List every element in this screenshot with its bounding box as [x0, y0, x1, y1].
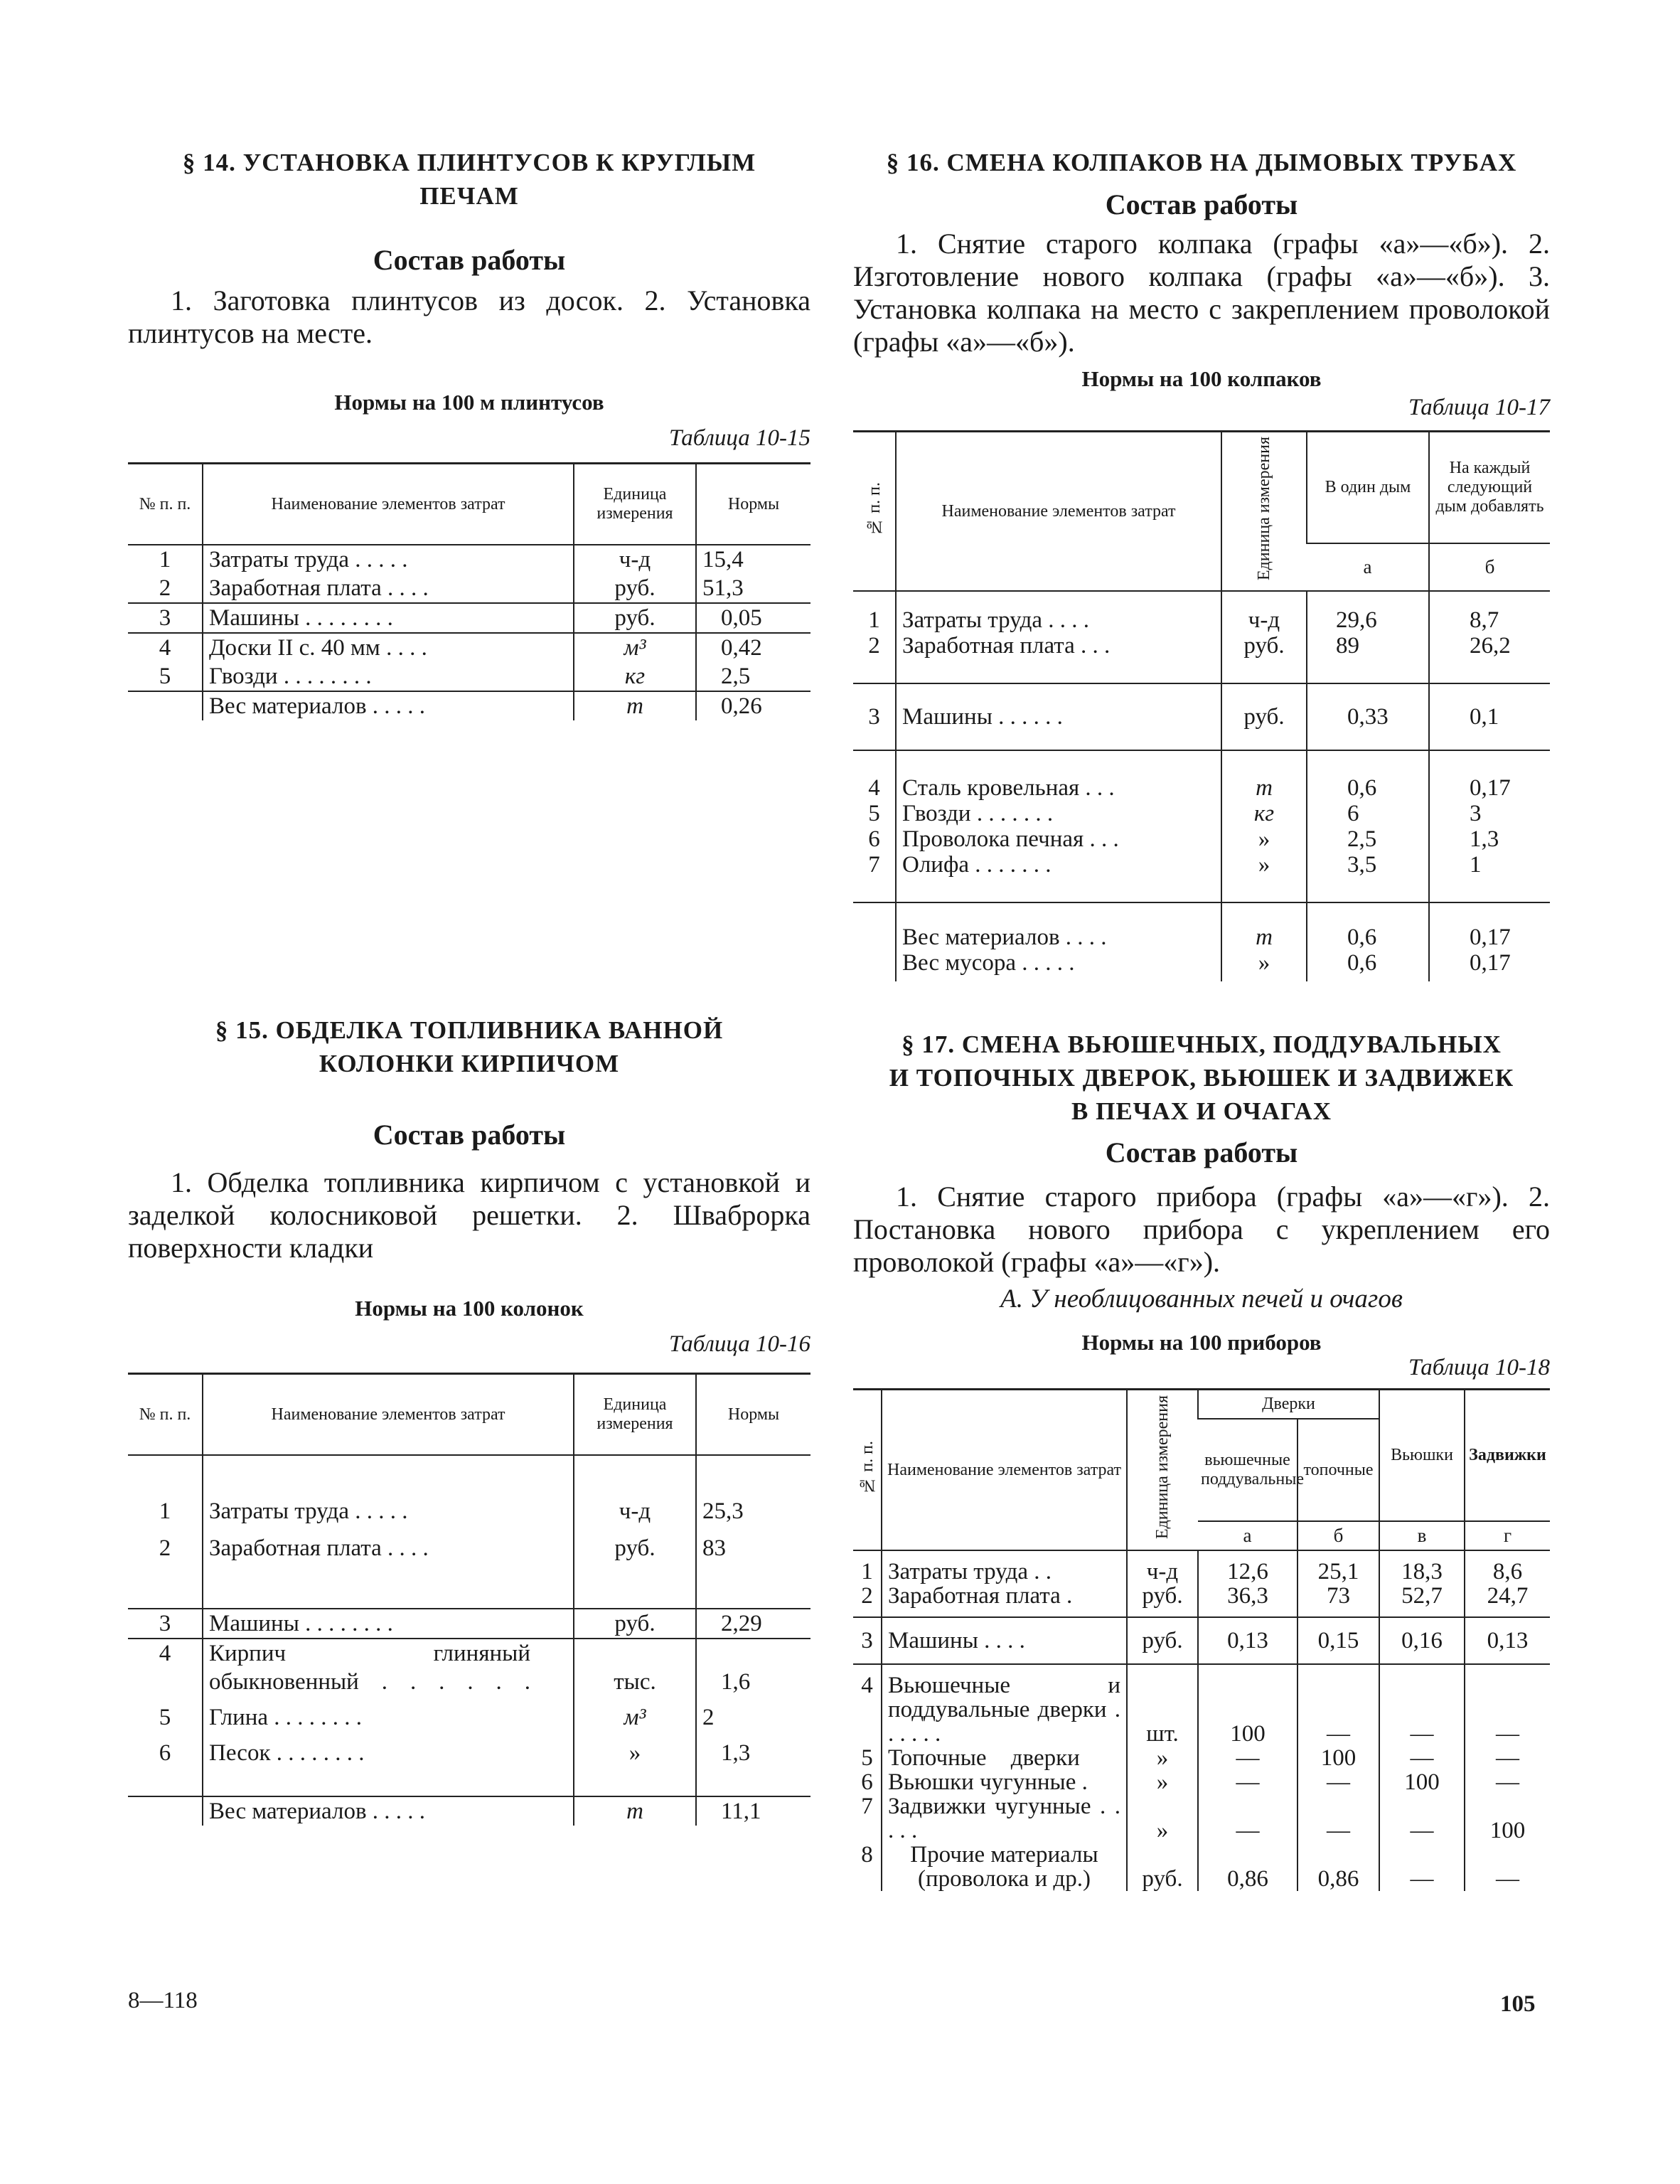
row-name: Вьюшечные и поддувальные дверки . . . . . . — [882, 1664, 1127, 1746]
table-10-15 — [128, 462, 810, 720]
row-num: 6 — [128, 1732, 203, 1796]
row-num: 4 — [868, 775, 880, 801]
table-row — [853, 1584, 1550, 1617]
row-b: 25,1 — [1298, 1550, 1379, 1584]
row-a: 6 — [1307, 801, 1429, 826]
row-a: 0,86 — [1198, 1843, 1298, 1891]
table-row — [128, 545, 810, 574]
table-10-18 — [853, 1388, 1550, 1891]
row-a: 36,3 — [1198, 1584, 1298, 1617]
row-unit: руб. — [574, 1609, 696, 1639]
table-row — [853, 633, 1550, 683]
row-unit: руб. — [574, 603, 696, 633]
row-unit: руб. — [574, 1525, 696, 1609]
row-a: 3,5 — [1307, 852, 1429, 902]
table-10-17-label: Таблица 10-17 — [1408, 395, 1550, 420]
row-v: — — [1379, 1794, 1465, 1843]
header-name: Наименование элементов затрат — [882, 1390, 1127, 1551]
row-num: 2 — [853, 633, 896, 683]
row-a: — — [1198, 1770, 1298, 1794]
header-norms: Нормы — [696, 464, 810, 545]
table-row — [128, 1525, 810, 1609]
row-unit: т — [574, 1796, 696, 1826]
row-b: 0,17 — [1429, 902, 1550, 950]
table-10-15-label: Таблица 10-15 — [669, 425, 810, 451]
header-unit: Единица измерения — [574, 464, 696, 545]
row-v: — — [1379, 1843, 1465, 1891]
header-num: № п. п. — [128, 1374, 203, 1456]
row-b: 73 — [1298, 1584, 1379, 1617]
table-row — [128, 633, 810, 662]
section-15-title-line1: § 15. ОБДЕЛКА ТОПЛИВНИКА ВАННОЙ — [215, 1016, 724, 1044]
row-num: 1 — [861, 1559, 873, 1584]
row-num: 6 — [861, 1769, 873, 1795]
row-name: Заработная плата . . . . — [203, 574, 574, 603]
row-name: Гвозди . . . . . . . . — [203, 662, 574, 691]
row-name: Заработная плата . . . — [896, 633, 1221, 683]
header-num: № п. п. — [853, 1390, 882, 1551]
header-unit: Единица измерения — [1127, 1390, 1198, 1551]
row-name: Сталь кровельная . . . — [896, 750, 1221, 801]
section-15-sostav: Состав работы — [373, 1119, 566, 1151]
row-a: 2,5 — [1307, 826, 1429, 852]
row-b: 1 — [1429, 852, 1550, 902]
section-16-body: 1. Снятие старого колпака (графы «а»—«б»). 2. Изготовление нового колпака (графы «а»—«б»). 3. Установка колпака на место с закреплением проволокой (графы «а»—«б»). — [853, 228, 1550, 358]
section-14-sostav: Состав работы — [373, 244, 566, 276]
table-row — [853, 1770, 1550, 1794]
table-row — [128, 1455, 810, 1525]
row-unit: руб. — [1127, 1584, 1198, 1617]
section-17-title-line2: И ТОПОЧНЫХ ДВЕРОК, ВЬЮШЕК И ЗАДВИЖЕК — [889, 1064, 1514, 1092]
row-g: 100 — [1465, 1794, 1550, 1843]
header-num: № п. п. — [853, 432, 896, 592]
table-row — [853, 683, 1550, 750]
row-b: 26,2 — [1429, 633, 1550, 683]
row-name: Прочие материалы (проволока и др.) — [882, 1843, 1127, 1891]
table-10-16 — [128, 1373, 810, 1826]
row-num — [128, 691, 203, 720]
row-b: 3 — [1429, 801, 1550, 826]
row-num: 1 — [868, 607, 880, 633]
row-g: — — [1465, 1843, 1550, 1891]
row-name: Затраты труда . . . . — [896, 591, 1221, 633]
table-10-17 — [853, 430, 1550, 981]
row-unit: » — [1221, 950, 1307, 981]
table-row — [853, 950, 1550, 981]
header-g: Задвижки — [1465, 1390, 1550, 1522]
row-unit: м³ — [574, 1696, 696, 1732]
row-name: Задвижки чугунные . . . . . — [882, 1794, 1127, 1843]
table-row — [128, 1732, 810, 1796]
row-a: 0,13 — [1198, 1617, 1298, 1664]
row-value: 1,3 — [696, 1732, 810, 1796]
row-b: 100 — [1298, 1746, 1379, 1770]
header-col-a: а — [1307, 543, 1429, 591]
row-unit: м³ — [574, 633, 696, 662]
row-name: Вес материалов . . . . . — [203, 691, 574, 720]
row-num: 7 — [853, 852, 896, 902]
table-row — [853, 1843, 1550, 1891]
row-name: Олифа . . . . . . . — [896, 852, 1221, 902]
row-name: Вьюшки чугунные . — [882, 1770, 1127, 1794]
row-name: Проволока печная . . . — [896, 826, 1221, 852]
row-unit: ч-д — [1127, 1550, 1198, 1584]
row-num: 5 — [128, 662, 203, 691]
row-name: Гвозди . . . . . . . — [896, 801, 1221, 826]
table-row — [128, 662, 810, 691]
row-v: 52,7 — [1379, 1584, 1465, 1617]
row-unit: кг — [574, 662, 696, 691]
row-v: — — [1379, 1746, 1465, 1770]
table-row — [853, 826, 1550, 852]
header-b: На каждый следующий дым добавлять — [1429, 432, 1550, 543]
row-unit: » — [1221, 852, 1307, 902]
section-15-body: 1. Обделка топливника кирпичом с установкой и заделкой колосниковой решетки. 2. Шваброрка поверхности кладки — [128, 1166, 810, 1264]
row-value: 2 — [696, 1696, 810, 1732]
row-num: 3 — [853, 683, 896, 750]
header-col-a: а — [1198, 1521, 1298, 1550]
row-g: 0,13 — [1465, 1617, 1550, 1664]
row-value: 2,5 — [696, 662, 810, 691]
row-value: 25,3 — [696, 1455, 810, 1525]
row-value: 0,26 — [696, 691, 810, 720]
table-row — [128, 1639, 810, 1696]
table-row — [853, 852, 1550, 902]
row-b: 1,3 — [1429, 826, 1550, 852]
row-unit: руб. — [1221, 683, 1307, 750]
table-row — [853, 591, 1550, 633]
row-v: 18,3 — [1379, 1550, 1465, 1584]
row-unit: » — [1221, 826, 1307, 852]
row-a: 0,6 — [1307, 750, 1429, 801]
row-name: Затраты труда . . . . . — [203, 545, 574, 574]
section-14-title-line1: § 14. УСТАНОВКА ПЛИНТУСОВ К КРУГЛЫМ — [182, 149, 756, 176]
row-b: — — [1298, 1794, 1379, 1843]
row-unit: руб. — [1127, 1617, 1198, 1664]
section-15-norms: Нормы на 100 колонок — [355, 1296, 584, 1321]
row-num — [128, 1796, 203, 1826]
row-unit: тыс. — [574, 1639, 696, 1696]
table-10-16-label: Таблица 10-16 — [669, 1331, 810, 1357]
row-num: 4 — [159, 635, 171, 661]
row-b: — — [1298, 1664, 1379, 1746]
header-col-b: б — [1298, 1521, 1379, 1550]
row-a: — — [1198, 1794, 1298, 1843]
header-b: топочные — [1298, 1419, 1379, 1521]
row-num: 2 — [853, 1584, 882, 1617]
row-name: Топочные дверки — [882, 1746, 1127, 1770]
row-name: Глина . . . . . . . . — [203, 1696, 574, 1732]
row-unit: руб. — [1221, 633, 1307, 683]
row-name: Заработная плата . . . . — [203, 1525, 574, 1609]
row-num: 7 — [861, 1794, 873, 1819]
row-num — [853, 950, 896, 981]
table-10-18-label: Таблица 10-18 — [1408, 1355, 1550, 1380]
section-17-norms: Нормы на 100 приборов — [1081, 1330, 1322, 1355]
section-17-title-line1: § 17. СМЕНА ВЬЮШЕЧНЫХ, ПОДДУВАЛЬНЫХ — [901, 1030, 1502, 1058]
row-name: Доски II с. 40 мм . . . . — [203, 633, 574, 662]
header-a: вьюшечные поддувальные — [1198, 1419, 1298, 1521]
row-value: 51,3 — [696, 574, 810, 603]
row-num: 6 — [868, 826, 880, 852]
row-num: 4 — [861, 1673, 873, 1698]
row-num: 3 — [128, 603, 203, 633]
header-v: Вьюшки — [1379, 1390, 1465, 1522]
table-row — [853, 1746, 1550, 1770]
table-row — [853, 801, 1550, 826]
row-unit: руб. — [574, 574, 696, 603]
row-b: 0,1 — [1429, 683, 1550, 750]
section-14-title-line2: ПЕЧАМ — [419, 182, 519, 210]
row-g: 8,6 — [1465, 1550, 1550, 1584]
row-b: 0,15 — [1298, 1617, 1379, 1664]
header-name: Наименование элементов затрат — [203, 1374, 574, 1456]
row-name: Машины . . . . . . — [896, 683, 1221, 750]
row-a: 12,6 — [1198, 1550, 1298, 1584]
row-num: 3 — [128, 1609, 203, 1639]
row-name: Затраты труда . . . . . — [203, 1455, 574, 1525]
row-g: — — [1465, 1664, 1550, 1746]
row-name: Затраты труда . . — [882, 1550, 1127, 1584]
header-col-b: б — [1429, 543, 1550, 591]
row-name: Машины . . . . . . . . — [203, 1609, 574, 1639]
row-num: 2 — [128, 1525, 203, 1609]
row-name: Машины . . . . — [882, 1617, 1127, 1664]
section-17-body: 1. Снятие старого прибора (графы «а»—«г»). 2. Постановка нового прибора с укреплением его проволокой (графы «а»—«г»). — [853, 1181, 1550, 1278]
row-a: — — [1198, 1746, 1298, 1770]
header-num: № п. п. — [128, 464, 203, 545]
section-15 — [128, 1013, 810, 1080]
row-unit: т — [1221, 902, 1307, 950]
row-num: 5 — [159, 1705, 171, 1730]
row-a: 29,6 — [1307, 591, 1429, 633]
row-g: 24,7 — [1465, 1584, 1550, 1617]
row-unit: ч-д — [1221, 591, 1307, 633]
row-g: — — [1465, 1746, 1550, 1770]
row-unit: ч-д — [574, 545, 696, 574]
section-15-title-line2: КОЛОНКИ КИРПИЧОМ — [319, 1050, 620, 1077]
header-unit: Единица измерения — [574, 1374, 696, 1456]
header-unit: Единица измерения — [1221, 432, 1307, 592]
row-b: 0,17 — [1429, 950, 1550, 981]
row-value: 1,6 — [696, 1639, 810, 1696]
row-value: 11,1 — [696, 1796, 810, 1826]
header-norms: Нормы — [696, 1374, 810, 1456]
table-row — [853, 1794, 1550, 1843]
row-v: — — [1379, 1664, 1465, 1746]
section-17-title-line3: В ПЕЧАХ И ОЧАГАХ — [1071, 1097, 1332, 1125]
row-num: 2 — [128, 574, 203, 603]
row-num: 3 — [853, 1617, 882, 1664]
row-name: Машины . . . . . . . . — [203, 603, 574, 633]
row-num: 1 — [159, 1498, 171, 1524]
row-value: 83 — [696, 1525, 810, 1609]
footer-signature-mark: 8—118 — [128, 1988, 198, 2013]
row-g: — — [1465, 1770, 1550, 1794]
row-unit: т — [574, 691, 696, 720]
row-a: 0,33 — [1307, 683, 1429, 750]
row-num — [853, 902, 896, 950]
row-a: 0,6 — [1307, 950, 1429, 981]
header-col-g: г — [1465, 1521, 1550, 1550]
row-unit: » — [1127, 1770, 1198, 1794]
header-name: Наименование элементов затрат — [203, 464, 574, 545]
row-num: 1 — [159, 547, 171, 572]
table-row — [128, 574, 810, 603]
row-value: 15,4 — [696, 545, 810, 574]
section-16-title: § 16. СМЕНА КОЛПАКОВ НА ДЫМОВЫХ ТРУБАХ — [886, 149, 1517, 176]
section-17-sostav: Состав работы — [1105, 1136, 1298, 1168]
row-a: 0,6 — [1307, 902, 1429, 950]
section-14-body: 1. Заготовка плинтусов из досок. 2. Установка плинтусов на месте. — [128, 284, 810, 349]
table-row — [853, 1617, 1550, 1664]
row-a: 100 — [1198, 1664, 1298, 1746]
row-value: 2,29 — [696, 1609, 810, 1639]
section-16-norms: Нормы на 100 колпаков — [1081, 366, 1322, 391]
table-row — [853, 1550, 1550, 1584]
page-number: 105 — [1500, 1991, 1536, 2017]
row-unit: шт. — [1127, 1664, 1198, 1746]
table-row — [128, 1609, 810, 1639]
row-value: 0,42 — [696, 633, 810, 662]
row-name: Кирпич глиняный обыкновенный . . . . . . — [203, 1639, 574, 1696]
row-unit: т — [1221, 750, 1307, 801]
table-row — [853, 902, 1550, 950]
row-name: Заработная плата . — [882, 1584, 1127, 1617]
row-unit: » — [1127, 1746, 1198, 1770]
row-value: 0,05 — [696, 603, 810, 633]
section-17-subtitle: А. У необлицованных печей и очагов — [1000, 1284, 1403, 1314]
table-row — [128, 603, 810, 633]
row-num: 5 — [868, 801, 880, 826]
section-16-sostav: Состав работы — [1105, 188, 1298, 220]
row-num: 4 — [159, 1641, 171, 1666]
header-col-v: в — [1379, 1521, 1465, 1550]
row-num: 5 — [861, 1745, 873, 1771]
header-dverki: Дверки — [1198, 1390, 1379, 1419]
row-a: 89 — [1307, 633, 1429, 683]
row-b: — — [1298, 1770, 1379, 1794]
row-v: 0,16 — [1379, 1617, 1465, 1664]
row-unit: кг — [1221, 801, 1307, 826]
header-a: В один дым — [1307, 432, 1429, 543]
row-unit: » — [574, 1732, 696, 1796]
table-row — [853, 750, 1550, 801]
row-b: 0,17 — [1429, 750, 1550, 801]
row-unit: ч-д — [574, 1455, 696, 1525]
row-b: 0,86 — [1298, 1843, 1379, 1891]
row-name: Вес материалов . . . . . — [203, 1796, 574, 1826]
section-14 — [128, 146, 810, 213]
section-17 — [853, 1028, 1550, 1128]
section-14-norms: Нормы на 100 м плинтусов — [334, 390, 604, 415]
row-num: 8 — [861, 1842, 873, 1868]
table-row — [128, 691, 810, 720]
table-row — [853, 1664, 1550, 1746]
row-v: 100 — [1379, 1770, 1465, 1794]
row-name: Вес мусора . . . . . — [896, 950, 1221, 981]
header-name: Наименование элементов затрат — [896, 432, 1221, 592]
table-row — [128, 1796, 810, 1826]
table-row — [128, 1696, 810, 1732]
row-unit: руб. — [1127, 1843, 1198, 1891]
row-name: Песок . . . . . . . . — [203, 1732, 574, 1796]
row-unit: » — [1127, 1794, 1198, 1843]
row-b: 8,7 — [1429, 591, 1550, 633]
row-name: Вес материалов . . . . — [896, 902, 1221, 950]
